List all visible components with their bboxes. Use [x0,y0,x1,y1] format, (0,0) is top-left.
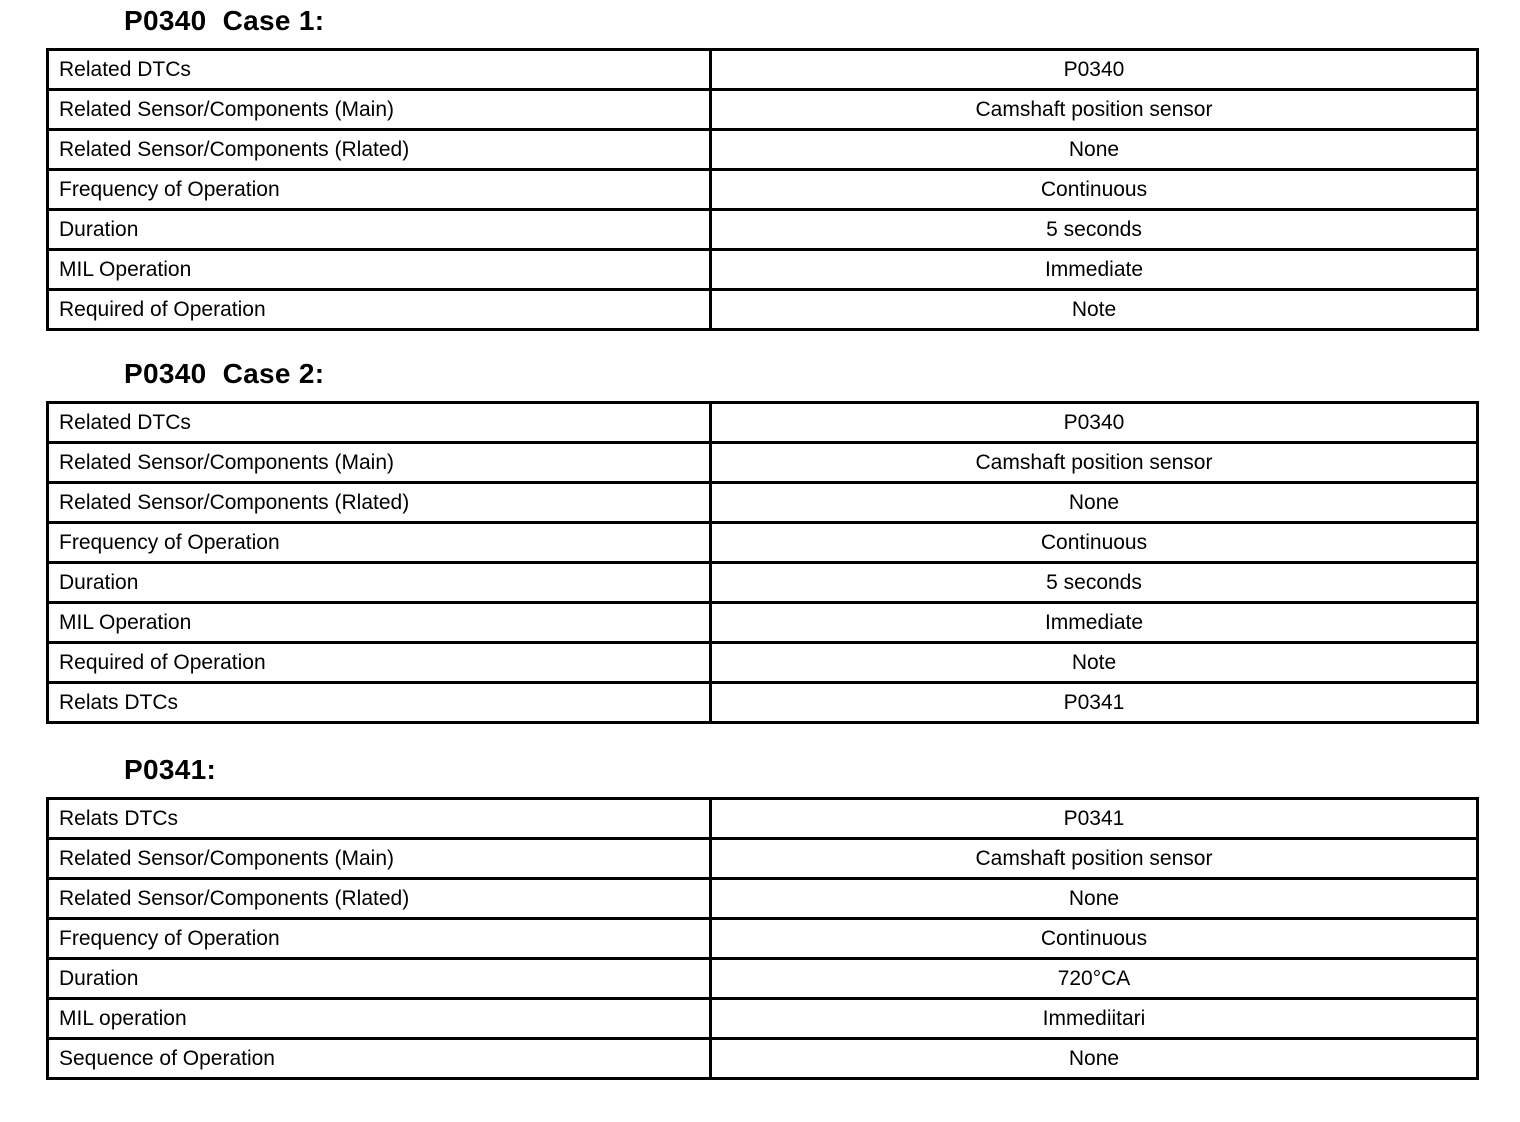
table-row [48,443,1478,483]
table-row [48,130,1478,170]
row-label: Relats DTCs [48,683,711,723]
row-label: Related Sensor/Components (Main) [48,90,711,130]
row-label: Related DTCs [48,403,711,443]
table-row [48,1039,1478,1079]
row-value: Immediate [711,603,1478,643]
row-value: Note [711,643,1478,683]
row-value: Camshaft position sensor [711,839,1478,879]
row-label: MIL Operation [48,603,711,643]
row-label: MIL operation [48,999,711,1039]
table-row [48,839,1478,879]
row-label: Related Sensor/Components (Main) [48,839,711,879]
row-value: Continuous [711,523,1478,563]
row-label: Related Sensor/Components (Rlated) [48,483,711,523]
row-value: 5 seconds [711,563,1478,603]
section-title-p0341: P0341: [124,754,217,785]
table-row [48,959,1478,999]
row-value: Camshaft position sensor [711,90,1478,130]
table-row [48,250,1478,290]
row-value: None [711,483,1478,523]
table-row [48,683,1478,723]
row-label: Frequency of Operation [48,170,711,210]
table-row [48,403,1478,443]
row-label: Required of Operation [48,643,711,683]
row-value: 720°CA [711,959,1478,999]
table-row [48,90,1478,130]
table-row [48,799,1478,839]
row-label: Duration [48,210,711,250]
row-value: P0341 [711,683,1478,723]
row-value: Camshaft position sensor [711,443,1478,483]
table-row [48,170,1478,210]
spec-table-p0340-case-1 [46,48,1479,331]
table-row [48,919,1478,959]
row-label: Related Sensor/Components (Rlated) [48,879,711,919]
row-value: Continuous [711,170,1478,210]
row-value: Immediate [711,250,1478,290]
row-label: Duration [48,959,711,999]
section-title-p0340-case-2: P0340 Case 2: [124,358,325,389]
table-row [48,290,1478,330]
row-value: Continuous [711,919,1478,959]
table-row [48,643,1478,683]
row-label: Required of Operation [48,290,711,330]
row-label: Relats DTCs [48,799,711,839]
table-row [48,483,1478,523]
section-title-p0340-case-1: P0340 Case 1: [124,5,325,36]
table-row [48,563,1478,603]
table-row [48,999,1478,1039]
table-row [48,210,1478,250]
row-label: MIL Operation [48,250,711,290]
row-value: Immediitari [711,999,1478,1039]
row-value: Note [711,290,1478,330]
row-label: Frequency of Operation [48,919,711,959]
row-label: Frequency of Operation [48,523,711,563]
row-label: Related DTCs [48,50,711,90]
row-value: None [711,1039,1478,1079]
spec-table-p0341 [46,797,1479,1080]
table-row [48,523,1478,563]
row-label: Duration [48,563,711,603]
spec-table-p0340-case-2 [46,401,1479,724]
row-value: None [711,879,1478,919]
row-value: P0340 [711,50,1478,90]
table-row [48,50,1478,90]
table-row [48,603,1478,643]
row-value: P0340 [711,403,1478,443]
row-label: Sequence of Operation [48,1039,711,1079]
row-value: None [711,130,1478,170]
row-value: 5 seconds [711,210,1478,250]
row-label: Related Sensor/Components (Main) [48,443,711,483]
table-row [48,879,1478,919]
row-label: Related Sensor/Components (Rlated) [48,130,711,170]
row-value: P0341 [711,799,1478,839]
